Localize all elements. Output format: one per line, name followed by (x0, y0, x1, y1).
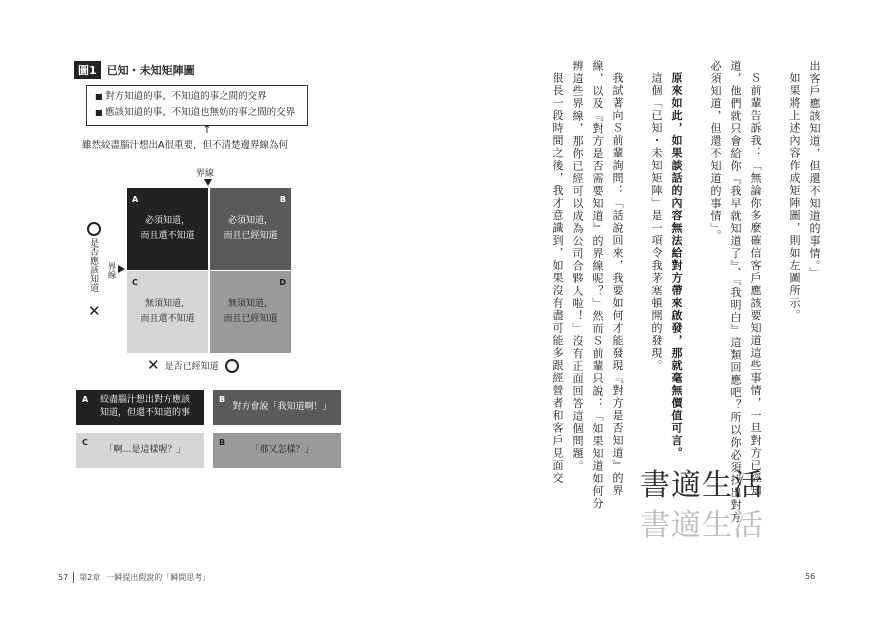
figure-title (74, 61, 195, 79)
watermark-dark: 書適生活 (640, 468, 764, 503)
callout-c-letter: C (82, 438, 88, 447)
callout-b-letter: B (219, 395, 226, 404)
page-number-left: 57 (58, 573, 69, 582)
body-column-3: Ｓ前輩告訴我：「無論你多麼確信客戶應該要知道這些事情，一旦對方已經知 (749, 72, 762, 497)
circle-icon (225, 359, 239, 373)
cell-c-line1: 無須知道， (144, 299, 190, 309)
callout-d-letter: B (219, 438, 226, 447)
callout-b-text: 對方會說「我知道啊！」 (232, 402, 332, 412)
cell-a-line2: 而且還不知道 (140, 231, 195, 241)
body-column-1: 出客戶應該知道，但還不知道的事情。」 (808, 60, 821, 280)
callout-a (76, 390, 204, 425)
body-column-11: 很長一段時間之後，我才意識到，如果沒有盡可能多跟經營者和客戶見面交 (551, 72, 564, 485)
x-axis-label: 是否已經知道 (164, 362, 219, 372)
body-column-7: 這個「已知・未知矩陣」是一項令我茅塞頓開的發現。 (650, 72, 663, 372)
cell-a-letter: A (132, 195, 139, 204)
chapter-title: 一瞬提出假說的「瞬間思考」 (106, 573, 211, 582)
cell-b-line1: 必須知道， (227, 216, 273, 226)
cell-d-letter: D (279, 278, 286, 287)
boundary-label-top: 界線 (196, 169, 215, 179)
chapter-label: 第2章 (79, 573, 101, 582)
boundary-line-2: ■ 應該知道的事、不知道也無妨的事之間的交界 (95, 105, 299, 121)
matrix-cell-c (127, 271, 208, 353)
body-column-8: 我試著向Ｓ前輩詢問：「話說回來，我要如何才能發現『對方是否知道』的界 (611, 72, 624, 497)
figure-title-text: 已知・未知矩陣圖 (106, 64, 195, 77)
x-axis (147, 358, 239, 373)
callout-c (76, 433, 204, 468)
boundary-definition-box (86, 85, 308, 126)
page-number-right: 56 (805, 572, 816, 581)
boundary-label-left: 界線 (106, 262, 116, 279)
matrix-cell-d (210, 271, 291, 353)
callout-b (213, 390, 341, 425)
circle-icon (87, 222, 101, 236)
matrix-cell-a (127, 188, 208, 270)
cell-b-line2: 而且已經知道 (223, 231, 278, 241)
matrix-cell-b (210, 188, 291, 270)
cell-c-letter: C (132, 278, 138, 287)
footer-left (58, 572, 210, 583)
callout-d (213, 433, 341, 468)
cross-icon: ✕ (147, 356, 160, 374)
cell-d-line1: 無須知道， (227, 299, 273, 309)
body-column-9: 線，以及『對方是否需要知道』的界線呢？」然而Ｓ前輩只說：「如果知道如何分 (591, 60, 604, 510)
callout-d-text: 「那又怎樣？」 (250, 445, 314, 455)
down-triangle-icon (204, 179, 212, 186)
callout-a-letter: A (82, 395, 89, 404)
body-column-4: 道，他們就只會給你『我早就知道了』、『我明白』這類回應吧？所以你必須找出對方 (729, 60, 742, 524)
cell-a-line1: 必須知道， (144, 216, 190, 226)
callout-c-text: 「啊…是這樣喔？」 (104, 445, 186, 455)
callout-a-line2: 知道，但還不知道的事 (99, 408, 190, 418)
body-column-6: 原來如此，如果談話的內容無法給對方帶來啟發，那就毫無價值可言。 (670, 72, 683, 460)
figure-number: 圖1 (74, 61, 101, 79)
body-column-5: 必須知道，但還不知道的事情」。 (709, 60, 722, 242)
cell-b-letter: B (279, 195, 286, 204)
right-triangle-icon (118, 265, 125, 273)
footer-divider (73, 572, 74, 583)
boundary-line-1: ■ 對方知道的事、不知道的事之間的交界 (95, 89, 299, 105)
body-column-10: 辨這些界線，那你已經可以成為公司合夥人啦！」沒有正面回答這個問題。 (571, 60, 584, 473)
up-arrow-icon: ↑ (202, 123, 212, 136)
callout-a-line1: 絞盡腦汁想出對方應該 (99, 395, 190, 405)
y-axis-label: 是否應該知道 (88, 238, 98, 292)
watermark-light: 書適生活 (640, 508, 764, 543)
body-column-2: 如果將上述內容作成矩陣圖，則如左圖所示。 (788, 72, 801, 322)
cell-d-line2: 而且已經知道 (223, 314, 278, 324)
figure-caption: 雖然絞盡腦汁想出A很重要，但不清楚邊界線為何 (82, 140, 288, 151)
cross-icon: ✕ (88, 302, 101, 320)
cell-c-line2: 而且還不知道 (140, 314, 195, 324)
